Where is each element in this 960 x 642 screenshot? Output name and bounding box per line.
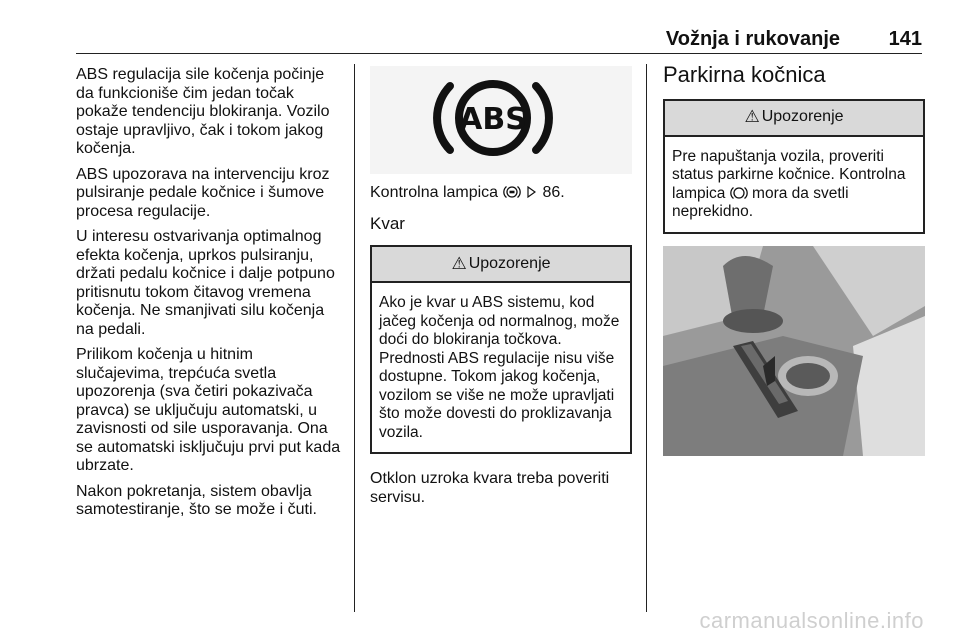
warning-box [370, 245, 632, 454]
column-divider [354, 64, 355, 612]
figure-caption [370, 184, 632, 203]
warning-text-part: mora da svetli neprekidno. [672, 184, 849, 220]
paragraph: Prilikom kočenja u hitnim slučajevima, trepćuća svetla upozorenja (sva četiri pokazivača pravca) se uključuju automatski, u zavisnosti od sile usporavanja. Ona se automatski isključuju prvi put kada ubrzate. [76, 346, 341, 474]
caption-text: Kontrolna lampica [370, 184, 499, 201]
page-reference-arrow-icon [527, 186, 536, 198]
warning-box-header [372, 247, 630, 283]
column-1 [76, 66, 344, 527]
subheading-kvar: Kvar [370, 213, 405, 233]
section-title: Vožnja i rukovanje [665, 28, 840, 50]
watermark: carmanualsonline.info [699, 608, 924, 633]
page-number: 141 [888, 28, 922, 50]
warning-box [663, 99, 925, 234]
warning-title: Upozorenje [468, 254, 551, 272]
column-divider [646, 64, 647, 612]
paragraph: ABS regulacija sile kočenja počinje da funkcioniše čim jedan točak pokaže tendenciju blokiranja. Vozilo ostaje upravljivo, čak i tokom jakog kočenja. [76, 66, 330, 157]
paragraph: Nakon pokretanja, sistem obavlja samotestiranje, što se može i čuti. [76, 482, 317, 518]
warning-text: Ako je kvar u ABS sistemu, kod jačeg kočenja od normalnog, može doći do blokiranja točkova. Prednosti ABS regulacije nisu više dostupne. Tokom jakog kočenja, vozilom se više ne može upravljati što može dovesti do proklizavanja vozila. [379, 294, 620, 441]
warning-text-part: Pre napuštanja vozila, proveriti status parkirne kočnice. Kontrolna lampica [672, 147, 906, 202]
column-2 [370, 66, 632, 514]
abs-label: ABS [459, 102, 527, 137]
paragraph: Otklon uzroka kvara treba poveriti servisu. [370, 470, 610, 506]
abs-lamp-icon [503, 184, 521, 200]
warning-box-header [665, 101, 923, 137]
parking-brake-lamp-icon [730, 185, 748, 201]
header-rule [76, 53, 922, 54]
parking-brake-lever-photo [663, 246, 925, 456]
abs-warning-lamp-figure [370, 66, 632, 174]
warning-text [665, 137, 923, 232]
column-3 [663, 62, 925, 456]
warning-triangle-icon: ⚠ [744, 107, 760, 127]
warning-title: Upozorenje [761, 108, 844, 126]
page-reference: 86. [542, 184, 565, 201]
warning-triangle-icon: ⚠ [451, 253, 467, 273]
paragraph: U interesu ostvarivanja optimalnog efekta kočenja, uprkos pulsiranju, držati pedalu kočnice i dalje potpuno pritisnutu tokom čitavog vremena kočenja. Ne smanjivati silu kočenja na pedali. [76, 228, 335, 338]
page-header [76, 28, 922, 50]
section-heading: Parkirna kočnica [663, 62, 826, 87]
paragraph: ABS upozorava na intervenciju kroz pulsiranje pedale kočnice i šumove procesa regulacije. [76, 165, 330, 220]
